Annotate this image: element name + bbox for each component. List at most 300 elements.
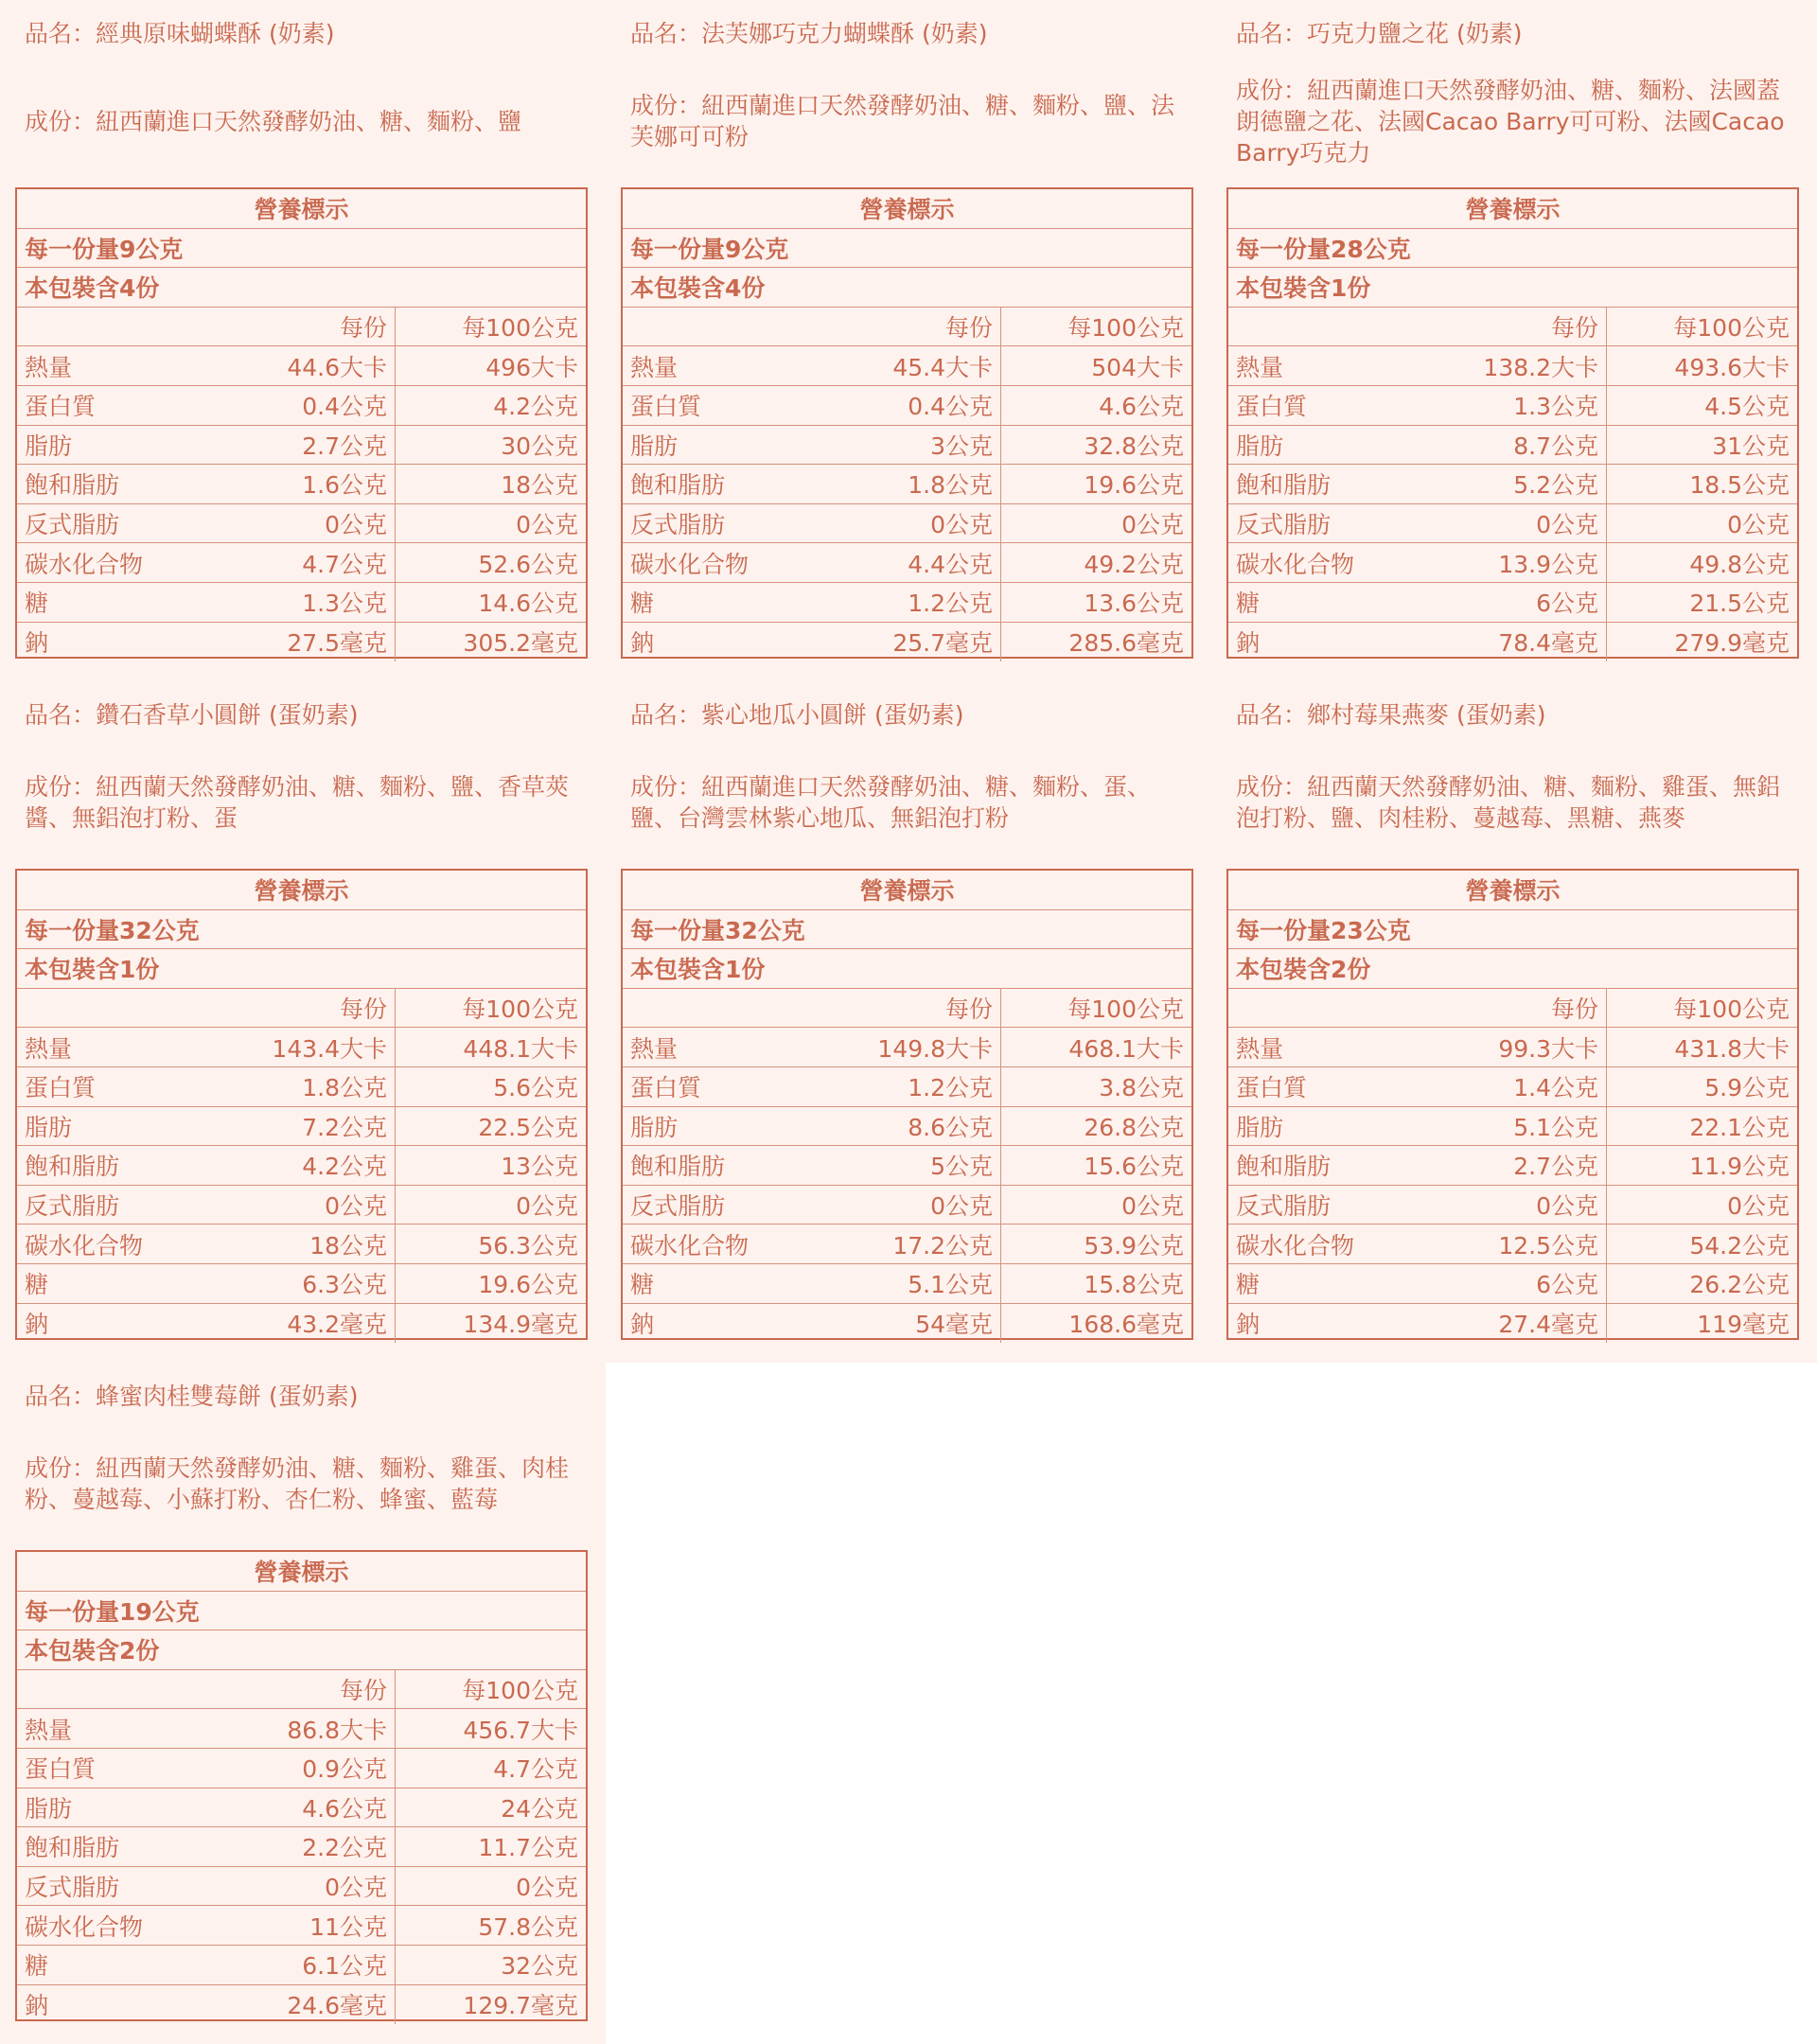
- per-serving-value: 1.3公克: [1418, 386, 1607, 425]
- nutrient-row: [1228, 504, 1797, 544]
- nutrient-row: [17, 1749, 586, 1788]
- product-panel: [0, 1363, 606, 2044]
- nutrient-row: [623, 1304, 1191, 1344]
- servings-per-pack: 本包裝含2份: [1228, 949, 1797, 989]
- per-100g-value: 305.2毫克: [463, 629, 578, 658]
- per-serving-value: 45.4大卡: [812, 346, 1001, 385]
- nutrient-column-header: [17, 989, 206, 1028]
- per-100g-value: 168.6毫克: [1068, 1311, 1184, 1339]
- nutrient-name: 反式脂肪: [630, 1192, 726, 1221]
- per-100g-header: 每100公克: [1673, 314, 1790, 343]
- per-serving-value: 17.2公克: [812, 1225, 1001, 1263]
- per-100g-value: 52.6公克: [478, 550, 578, 578]
- nutrition-label: [621, 869, 1193, 1340]
- per-serving-value: 4.7公克: [206, 543, 396, 582]
- per-100g-value: 11.7公克: [478, 1834, 578, 1862]
- per-serving-value: 6.1公克: [206, 1946, 396, 1984]
- nutrient-name: 飽和脂肪: [630, 471, 726, 500]
- product-name: 品名：經典原味蝴蝶酥 (奶素): [25, 20, 335, 47]
- per-100g-value: 0公克: [1121, 1192, 1184, 1221]
- nutrient-row: [17, 1709, 586, 1749]
- nutrition-label-title: 營養標示: [1228, 189, 1797, 229]
- nutrient-row: [17, 504, 586, 544]
- per-100g-value: 4.7公克: [493, 1755, 578, 1784]
- product-name: 品名：鄉村莓果燕麥 (蛋奶素): [1236, 701, 1546, 729]
- nutrient-name: 碳水化合物: [1236, 550, 1355, 578]
- per-100g-value: 15.8公克: [1084, 1271, 1184, 1299]
- per-100g-value: 19.6公克: [1084, 471, 1184, 500]
- per-serving-value: 12.5公克: [1418, 1225, 1607, 1263]
- per-100g-value: 31公克: [1712, 432, 1790, 460]
- per-serving-value: 0公克: [206, 504, 396, 543]
- per-100g-value: 456.7大卡: [463, 1716, 578, 1744]
- per-100g-value: 18.5公克: [1689, 471, 1790, 500]
- nutrition-label: [1226, 869, 1799, 1340]
- nutrient-row: [1228, 1107, 1797, 1147]
- nutrient-column-header: [17, 308, 206, 346]
- nutrient-row: [1228, 1304, 1797, 1344]
- nutrient-name: 熱量: [25, 1716, 73, 1744]
- per-100g-header: 每100公克: [462, 996, 578, 1024]
- per-serving-value: 1.3公克: [206, 583, 396, 622]
- nutrient-row: [1228, 1067, 1797, 1107]
- ingredients-text: 成份：紐西蘭進口天然發酵奶油、糖、麵粉、鹽: [25, 107, 522, 135]
- per-serving-header: 每份: [206, 989, 396, 1028]
- product-panel: [606, 681, 1211, 1363]
- per-serving-value: 27.4毫克: [1418, 1304, 1607, 1344]
- nutrient-row: [623, 1067, 1191, 1107]
- nutrient-name: 反式脂肪: [25, 511, 120, 539]
- nutrient-name: 碳水化合物: [25, 550, 144, 578]
- per-serving-header: 每份: [1418, 989, 1607, 1028]
- per-serving-value: 8.6公克: [812, 1107, 1001, 1146]
- nutrient-name: 碳水化合物: [630, 550, 750, 578]
- per-100g-value: 49.2公克: [1084, 550, 1184, 578]
- ingredients-text: 成份：紐西蘭進口天然發酵奶油、糖、麵粉、鹽、法芙娜可可粉: [630, 92, 1175, 150]
- nutrient-row: [623, 1186, 1191, 1225]
- per-serving-value: 24.6毫克: [206, 1985, 396, 2025]
- per-100g-value: 0公克: [516, 1874, 578, 1902]
- per-serving-value: 0.4公克: [206, 386, 396, 425]
- nutrient-name: 糖: [25, 1952, 49, 1981]
- nutrient-row: [623, 583, 1191, 623]
- per-100g-value: 4.2公克: [493, 393, 578, 421]
- nutrient-name: 脂肪: [25, 1113, 73, 1141]
- per-serving-value: 11公克: [206, 1906, 396, 1945]
- per-100g-value: 11.9公克: [1689, 1153, 1790, 1181]
- per-100g-value: 468.1大卡: [1068, 1034, 1184, 1063]
- per-100g-value: 18公克: [501, 471, 578, 500]
- ingredients-text: 成份：紐西蘭天然發酵奶油、糖、麵粉、雞蛋、肉桂粉、蔓越莓、小蘇打粉、杏仁粉、蜂蜜、藍莓: [25, 1454, 570, 1513]
- nutrient-name: 鈉: [25, 629, 49, 658]
- nutrient-name: 蛋白質: [25, 393, 97, 421]
- nutrient-name: 糖: [1236, 590, 1261, 618]
- nutrient-name: 鈉: [630, 629, 655, 658]
- per-serving-header: 每份: [1418, 308, 1607, 346]
- per-serving-value: 5.2公克: [1418, 465, 1607, 503]
- nutrition-label-title: 營養標示: [17, 871, 586, 910]
- product-name: 品名：巧克力鹽之花 (奶素): [1236, 20, 1523, 47]
- per-serving-value: 0公克: [1418, 504, 1607, 543]
- nutrient-name: 飽和脂肪: [1236, 471, 1332, 500]
- nutrient-row: [17, 1186, 586, 1225]
- per-100g-value: 0公克: [516, 1192, 578, 1221]
- product-name: 品名：鑽石香草小圓餅 (蛋奶素): [25, 701, 359, 729]
- nutrient-name: 蛋白質: [630, 393, 702, 421]
- nutrient-name: 蛋白質: [1236, 393, 1308, 421]
- per-100g-value: 493.6大卡: [1674, 353, 1790, 381]
- per-100g-value: 496大卡: [485, 353, 578, 381]
- nutrient-name: 蛋白質: [630, 1074, 702, 1102]
- per-serving-value: 6.3公克: [206, 1264, 396, 1303]
- nutrient-name: 飽和脂肪: [25, 1153, 120, 1181]
- serving-size: 每一份量32公克: [623, 910, 1191, 950]
- per-100g-value: 279.9毫克: [1674, 629, 1790, 658]
- nutrient-row: [17, 1264, 586, 1304]
- per-serving-value: 1.8公克: [206, 1067, 396, 1106]
- per-serving-value: 1.8公克: [812, 465, 1001, 503]
- per-serving-value: 4.6公克: [206, 1788, 396, 1827]
- per-serving-value: 0.4公克: [812, 386, 1001, 425]
- nutrient-row: [1228, 1264, 1797, 1304]
- nutrient-row: [1228, 1146, 1797, 1186]
- nutrient-row: [1228, 346, 1797, 386]
- nutrient-row: [1228, 1028, 1797, 1067]
- nutrient-row: [1228, 543, 1797, 583]
- servings-per-pack: 本包裝含4份: [623, 268, 1191, 308]
- ingredients-text: 成份：紐西蘭天然發酵奶油、糖、麵粉、鹽、香草莢醬、無鋁泡打粉、蛋: [25, 773, 570, 832]
- serving-size: 每一份量9公克: [623, 229, 1191, 269]
- per-100g-value: 5.6公克: [493, 1074, 578, 1102]
- nutrition-label: [621, 187, 1193, 659]
- nutrient-name: 熱量: [1236, 353, 1284, 381]
- per-100g-value: 0公克: [1121, 511, 1184, 539]
- nutrient-row: [623, 386, 1191, 426]
- nutrient-name: 碳水化合物: [25, 1912, 144, 1941]
- per-100g-value: 26.2公克: [1689, 1271, 1790, 1299]
- per-100g-header: 每100公克: [1067, 314, 1184, 343]
- per-serving-value: 4.4公克: [812, 543, 1001, 582]
- nutrient-name: 糖: [630, 590, 655, 618]
- nutrient-row: [17, 426, 586, 466]
- per-100g-value: 134.9毫克: [463, 1311, 578, 1339]
- product-panel: [0, 0, 606, 681]
- per-100g-value: 448.1大卡: [463, 1034, 578, 1063]
- nutrient-row: [623, 504, 1191, 544]
- nutrient-name: 糖: [1236, 1271, 1261, 1299]
- per-100g-value: 21.5公克: [1689, 590, 1790, 618]
- nutrient-name: 碳水化合物: [630, 1231, 750, 1260]
- nutrient-name: 鈉: [25, 1311, 49, 1339]
- nutrition-label: [15, 187, 588, 659]
- column-header-row: [623, 308, 1191, 347]
- servings-per-pack: 本包裝含4份: [17, 268, 586, 308]
- nutrient-row: [17, 623, 586, 662]
- per-100g-value: 13公克: [501, 1153, 578, 1181]
- nutrient-row: [623, 1028, 1191, 1067]
- per-100g-value: 3.8公克: [1099, 1074, 1184, 1102]
- nutrient-name: 糖: [25, 590, 49, 618]
- nutrient-name: 反式脂肪: [25, 1192, 120, 1221]
- per-100g-value: 4.5公克: [1704, 393, 1790, 421]
- per-100g-value: 57.8公克: [478, 1912, 578, 1941]
- per-serving-value: 7.2公克: [206, 1107, 396, 1146]
- per-100g-value: 19.6公克: [478, 1271, 578, 1299]
- per-serving-value: 0公克: [812, 1186, 1001, 1225]
- nutrient-name: 鈉: [630, 1311, 655, 1339]
- servings-per-pack: 本包裝含2份: [17, 1630, 586, 1670]
- per-serving-value: 1.4公克: [1418, 1067, 1607, 1106]
- per-serving-value: 13.9公克: [1418, 543, 1607, 582]
- per-100g-value: 4.6公克: [1099, 393, 1184, 421]
- per-100g-value: 26.8公克: [1084, 1113, 1184, 1141]
- per-serving-value: 4.2公克: [206, 1146, 396, 1185]
- nutrient-row: [17, 1788, 586, 1828]
- per-serving-value: 0公克: [1418, 1186, 1607, 1225]
- per-serving-header: 每份: [206, 1670, 396, 1709]
- product-name: 品名：法芙娜巧克力蝴蝶酥 (奶素): [630, 20, 988, 47]
- per-serving-header: 每份: [812, 308, 1001, 346]
- product-name: 品名：紫心地瓜小圓餅 (蛋奶素): [630, 701, 964, 729]
- per-100g-value: 32.8公克: [1084, 432, 1184, 460]
- per-100g-value: 56.3公克: [478, 1231, 578, 1260]
- ingredients-text: 成份：紐西蘭天然發酵奶油、糖、麵粉、雞蛋、無鋁泡打粉、鹽、肉桂粉、蔓越莓、黑糖、燕麥: [1236, 773, 1781, 832]
- serving-size: 每一份量28公克: [1228, 229, 1797, 269]
- column-header-row: [623, 989, 1191, 1029]
- product-panel: [1211, 681, 1817, 1363]
- nutrient-name: 反式脂肪: [1236, 511, 1332, 539]
- per-serving-value: 149.8大卡: [812, 1028, 1001, 1066]
- per-100g-value: 22.5公克: [478, 1113, 578, 1141]
- nutrient-name: 反式脂肪: [25, 1874, 120, 1902]
- nutrient-name: 鈉: [25, 1992, 49, 2020]
- nutrient-row: [17, 465, 586, 504]
- per-100g-value: 0公克: [1727, 511, 1790, 539]
- nutrition-label: [1226, 187, 1799, 659]
- nutrient-name: 熱量: [1236, 1034, 1284, 1063]
- per-serving-value: 3公克: [812, 426, 1001, 465]
- nutrient-name: 熱量: [25, 1034, 73, 1063]
- nutrient-row: [17, 1028, 586, 1067]
- per-100g-value: 49.8公克: [1689, 550, 1790, 578]
- nutrition-label: [15, 869, 588, 1340]
- nutrient-name: 飽和脂肪: [25, 1834, 120, 1862]
- nutrition-label-title: 營養標示: [17, 189, 586, 229]
- per-100g-value: 119毫克: [1697, 1311, 1790, 1339]
- nutrient-name: 熱量: [25, 353, 73, 381]
- per-100g-value: 24公克: [501, 1794, 578, 1823]
- per-serving-header: 每份: [206, 308, 396, 346]
- nutrient-column-header: [623, 308, 812, 346]
- nutrient-row: [623, 1225, 1191, 1264]
- per-serving-value: 143.4大卡: [206, 1028, 396, 1066]
- nutrient-row: [1228, 623, 1797, 662]
- per-serving-value: 138.2大卡: [1418, 346, 1607, 385]
- servings-per-pack: 本包裝含1份: [17, 949, 586, 989]
- column-header-row: [1228, 308, 1797, 347]
- servings-per-pack: 本包裝含1份: [1228, 268, 1797, 308]
- nutrient-name: 脂肪: [25, 1794, 73, 1823]
- per-serving-value: 18公克: [206, 1225, 396, 1263]
- per-serving-value: 1.6公克: [206, 465, 396, 503]
- per-100g-value: 22.1公克: [1689, 1113, 1790, 1141]
- per-serving-value: 54毫克: [812, 1304, 1001, 1344]
- column-header-row: [17, 308, 586, 347]
- nutrient-row: [17, 1985, 586, 2025]
- per-serving-value: 1.2公克: [812, 583, 1001, 622]
- nutrient-column-header: [17, 1670, 206, 1709]
- nutrient-row: [1228, 583, 1797, 623]
- per-100g-value: 53.9公克: [1084, 1231, 1184, 1260]
- per-100g-header: 每100公克: [462, 1677, 578, 1705]
- nutrient-row: [623, 543, 1191, 583]
- column-header-row: [17, 1670, 586, 1710]
- per-serving-value: 8.7公克: [1418, 426, 1607, 465]
- per-serving-value: 6公克: [1418, 583, 1607, 622]
- per-serving-value: 5公克: [812, 1146, 1001, 1185]
- nutrient-row: [17, 1225, 586, 1264]
- nutrient-row: [17, 1146, 586, 1186]
- per-100g-value: 14.6公克: [478, 590, 578, 618]
- nutrient-row: [17, 543, 586, 583]
- column-header-row: [17, 989, 586, 1029]
- nutrient-name: 飽和脂肪: [25, 471, 120, 500]
- nutrient-row: [623, 1146, 1191, 1186]
- nutrient-name: 糖: [25, 1271, 49, 1299]
- servings-per-pack: 本包裝含1份: [623, 949, 1191, 989]
- per-serving-value: 2.2公克: [206, 1827, 396, 1866]
- nutrient-name: 鈉: [1236, 629, 1261, 658]
- nutrient-row: [623, 623, 1191, 662]
- product-panel: [1211, 0, 1817, 681]
- per-serving-value: 2.7公克: [1418, 1146, 1607, 1185]
- serving-size: 每一份量32公克: [17, 910, 586, 950]
- per-100g-value: 5.9公克: [1704, 1074, 1790, 1102]
- ingredients-text: 成份：紐西蘭進口天然發酵奶油、糖、麵粉、蛋、鹽、台灣雲林紫心地瓜、無鋁泡打粉: [630, 773, 1152, 832]
- per-serving-value: 0.9公克: [206, 1749, 396, 1788]
- nutrient-column-header: [623, 989, 812, 1028]
- per-100g-value: 0公克: [516, 511, 578, 539]
- per-serving-value: 86.8大卡: [206, 1709, 396, 1748]
- nutrient-row: [623, 1264, 1191, 1304]
- per-serving-value: 6公克: [1418, 1264, 1607, 1303]
- per-100g-value: 54.2公克: [1689, 1231, 1790, 1260]
- per-serving-value: 99.3大卡: [1418, 1028, 1607, 1066]
- per-serving-value: 0公克: [206, 1867, 396, 1906]
- nutrient-name: 脂肪: [1236, 1113, 1284, 1141]
- nutrient-name: 糖: [630, 1271, 655, 1299]
- per-100g-value: 30公克: [501, 432, 578, 460]
- ingredients-text: 成份：紐西蘭進口天然發酵奶油、糖、麵粉、法國蓋朗德鹽之花、法國Cacao Barry可可粉、法國Cacao Barry巧克力: [1236, 76, 1785, 167]
- nutrient-row: [17, 1067, 586, 1107]
- per-100g-value: 129.7毫克: [463, 1992, 578, 2020]
- column-header-row: [1228, 989, 1797, 1029]
- nutrient-name: 碳水化合物: [25, 1231, 144, 1260]
- per-100g-header: 每100公克: [462, 314, 578, 343]
- per-100g-value: 13.6公克: [1084, 590, 1184, 618]
- serving-size: 每一份量23公克: [1228, 910, 1797, 950]
- nutrient-row: [1228, 1186, 1797, 1225]
- nutrient-row: [1228, 386, 1797, 426]
- nutrient-name: 脂肪: [630, 1113, 679, 1141]
- nutrient-name: 飽和脂肪: [630, 1153, 726, 1181]
- nutrient-name: 脂肪: [630, 432, 679, 460]
- nutrient-row: [623, 1107, 1191, 1147]
- product-panel: [606, 0, 1211, 681]
- nutrient-name: 蛋白質: [25, 1755, 97, 1784]
- nutrition-label-title: 營養標示: [623, 871, 1191, 910]
- nutrient-row: [1228, 426, 1797, 466]
- nutrient-column-header: [1228, 989, 1418, 1028]
- serving-size: 每一份量19公克: [17, 1592, 586, 1631]
- per-serving-value: 2.7公克: [206, 426, 396, 465]
- per-serving-value: 1.2公克: [812, 1067, 1001, 1106]
- nutrient-name: 熱量: [630, 353, 679, 381]
- nutrient-row: [17, 1906, 586, 1946]
- per-100g-header: 每100公克: [1067, 996, 1184, 1024]
- nutrient-name: 脂肪: [25, 432, 73, 460]
- per-serving-value: 44.6大卡: [206, 346, 396, 385]
- per-serving-value: 43.2毫克: [206, 1304, 396, 1344]
- per-100g-header: 每100公克: [1673, 996, 1790, 1024]
- per-100g-value: 504大卡: [1091, 353, 1184, 381]
- per-serving-value: 5.1公克: [812, 1264, 1001, 1303]
- nutrient-row: [17, 1304, 586, 1344]
- nutrient-row: [623, 426, 1191, 466]
- per-100g-value: 32公克: [501, 1952, 578, 1981]
- nutrient-name: 蛋白質: [25, 1074, 97, 1102]
- nutrition-label-title: 營養標示: [623, 189, 1191, 229]
- nutrition-label-title: 營養標示: [17, 1552, 586, 1592]
- product-panel: [0, 681, 606, 1363]
- nutrient-row: [17, 386, 586, 426]
- per-serving-header: 每份: [812, 989, 1001, 1028]
- nutrient-name: 碳水化合物: [1236, 1231, 1355, 1260]
- nutrient-name: 反式脂肪: [630, 511, 726, 539]
- nutrient-name: 反式脂肪: [1236, 1192, 1332, 1221]
- serving-size: 每一份量9公克: [17, 229, 586, 269]
- per-100g-value: 0公克: [1727, 1192, 1790, 1221]
- nutrient-row: [17, 583, 586, 623]
- per-100g-value: 15.6公克: [1084, 1153, 1184, 1181]
- nutrient-name: 鈉: [1236, 1311, 1261, 1339]
- per-serving-value: 25.7毫克: [812, 623, 1001, 662]
- per-serving-value: 0公克: [206, 1186, 396, 1225]
- nutrient-row: [623, 465, 1191, 504]
- nutrient-name: 蛋白質: [1236, 1074, 1308, 1102]
- per-100g-value: 431.8大卡: [1674, 1034, 1790, 1063]
- nutrient-name: 飽和脂肪: [1236, 1153, 1332, 1181]
- per-100g-value: 285.6毫克: [1068, 629, 1184, 658]
- nutrient-row: [17, 1107, 586, 1147]
- nutrition-label: [15, 1550, 588, 2021]
- per-serving-value: 27.5毫克: [206, 623, 396, 662]
- nutrient-row: [17, 1827, 586, 1867]
- nutrient-column-header: [1228, 308, 1418, 346]
- nutrient-row: [17, 1946, 586, 1985]
- nutrition-label-title: 營養標示: [1228, 871, 1797, 910]
- per-serving-value: 5.1公克: [1418, 1107, 1607, 1146]
- product-name: 品名：蜂蜜肉桂雙莓餅 (蛋奶素): [25, 1383, 359, 1410]
- nutrient-name: 熱量: [630, 1034, 679, 1063]
- nutrient-row: [623, 346, 1191, 386]
- nutrient-row: [1228, 1225, 1797, 1264]
- per-serving-value: 78.4毫克: [1418, 623, 1607, 662]
- nutrient-row: [17, 1867, 586, 1907]
- nutrient-name: 脂肪: [1236, 432, 1284, 460]
- per-serving-value: 0公克: [812, 504, 1001, 543]
- nutrient-row: [17, 346, 586, 386]
